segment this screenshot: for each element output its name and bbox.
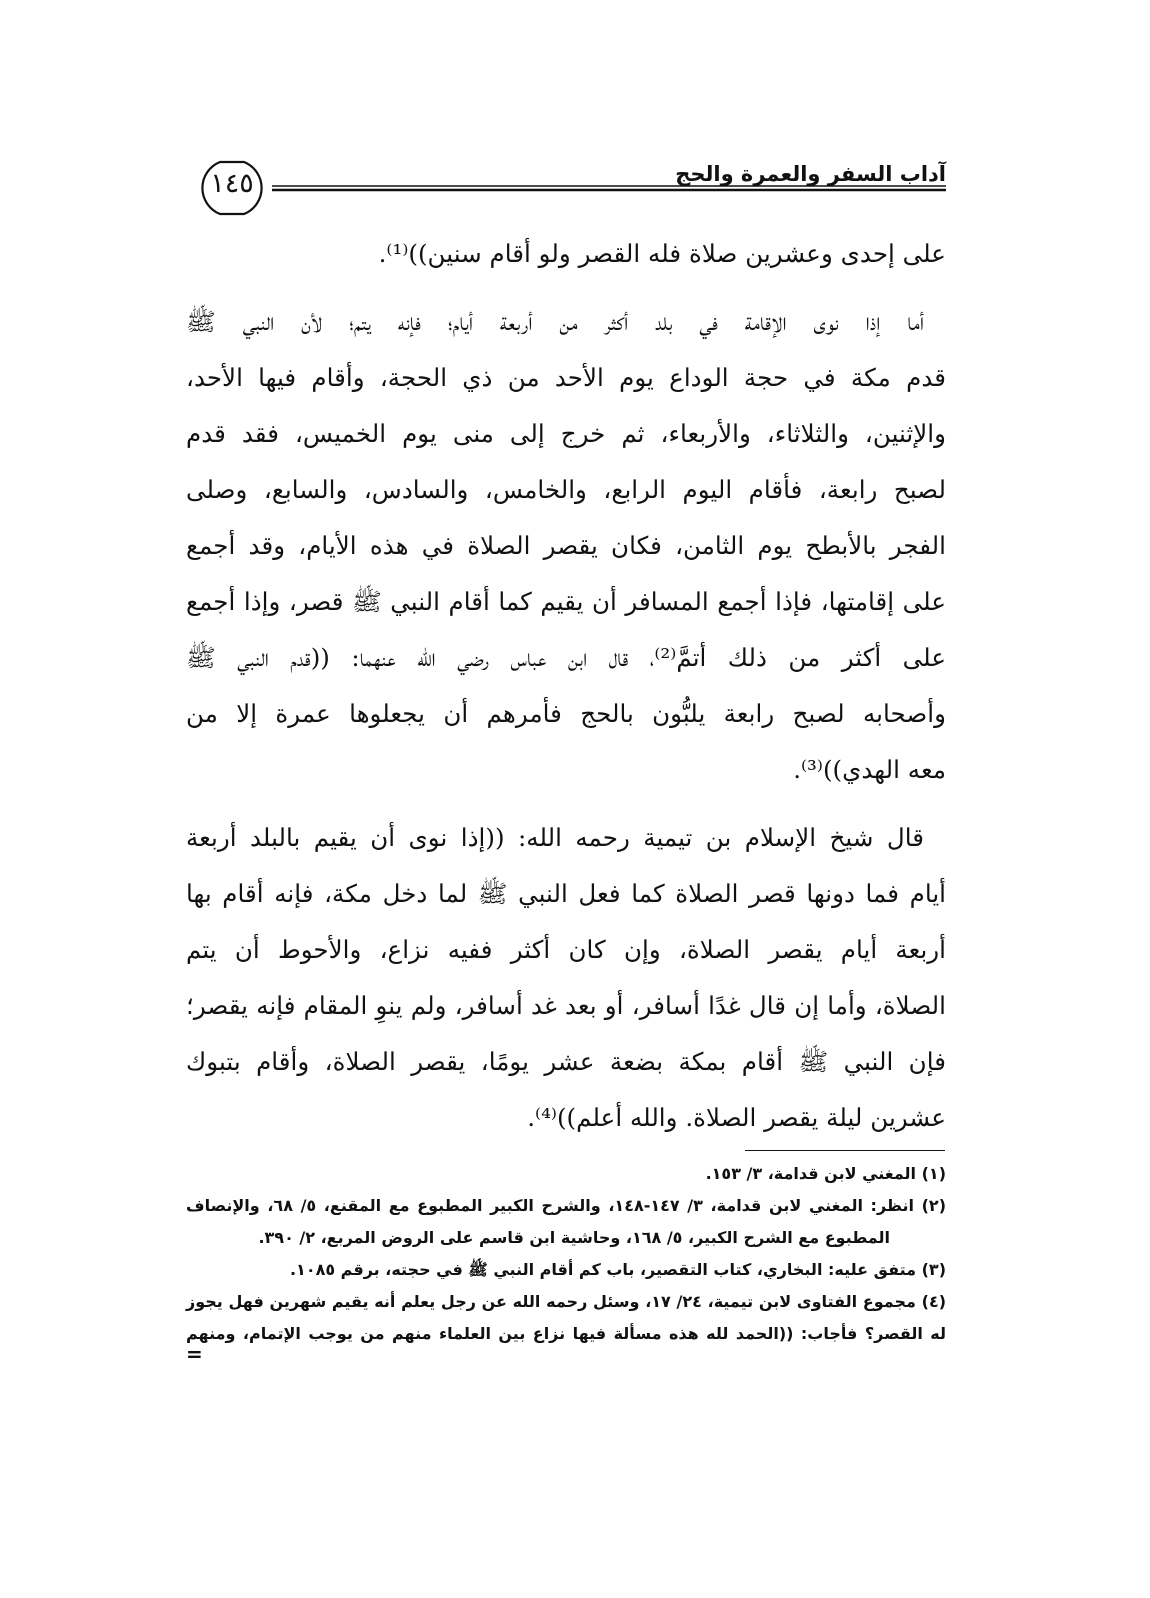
text-line: قدم مكة في حجة الوداع يوم الأحد من ذي الحجة، وأقام فيها الأحد، (186, 363, 946, 392)
footnote-divider (745, 1150, 945, 1151)
footnote-line: (١) المغني لابن قدامة، ٣/ ١٥٣. (705, 1164, 946, 1183)
footnote-line: (٢) انظر: المغني لابن قدامة، ٣/ ١٤٧-١٤٨، والشرح الكبير المطبوع مع المقنع، ٥/ ٦٨، والإنصاف (186, 1196, 946, 1215)
main-text (186, 226, 946, 1146)
footnote-line: (٣) متفق عليه: البخاري، كتاب التقصير، باب كم أقام النبي ﷺ في حجته، برقم ١٠٨٥. (289, 1260, 946, 1279)
text-line: على إقامتها، فإذا أجمع المسافر أن يقيم كما أقام النبي ﷺ قصر، وإذا أجمع (186, 587, 946, 616)
text-line: على إحدى وعشرين صلاة فله القصر ولو أقام سنين))⁽¹⁾. (378, 239, 946, 268)
text-line: أما إذا نوى الإقامة في بلد أكثر من أربعة أيام؛ فإنه يتم؛ لأن النبي ﷺ (186, 307, 924, 336)
text-line: قال شيخ الإسلام بن تيمية رحمه الله: ((إذا نوى أن يقيم بالبلد أربعة (186, 823, 924, 852)
footnote-line: المطبوع مع الشرح الكبير، ٥/ ١٦٨، وحاشية ابن قاسم على الروض المربع، ٢/ ٣٩٠. (258, 1228, 890, 1247)
text-line: لصبح رابعة، فأقام اليوم الرابع، والخامس، والسادس، والسابع، وصلى (186, 475, 946, 504)
book-title: آداب السفر والعمرة والحج (675, 162, 946, 186)
text-line: الفجر بالأبطح يوم الثامن، فكان يقصر الصلاة في هذه الأيام، وقد أجمع (186, 531, 946, 560)
text-line: معه الهدي))⁽³⁾. (793, 755, 946, 784)
page-header (186, 156, 946, 216)
text-line: على أكثر من ذلك أتمَّ⁽²⁾، قال ابن عباس رضي الله عنهما: ((قدم النبي ﷺ (186, 643, 947, 672)
text-line: أيام فما دونها قصر الصلاة كما فعل النبي ﷺ لما دخل مكة، فإنه أقام بها (186, 879, 946, 908)
text-line: فإن النبي ﷺ أقام بمكة بضعة عشر يومًا، يقصر الصلاة، وأقام بتبوك (186, 1047, 946, 1076)
footnote-line: (٤) مجموع الفتاوى لابن تيمية، ٢٤/ ١٧، وسئل رحمه الله عن رجل يعلم أنه يقيم شهرين فهل يجوز (186, 1292, 947, 1311)
text-line: عشرين ليلة يقصر الصلاة. والله أعلم))⁽⁴⁾. (527, 1103, 946, 1132)
continuation-mark: = (186, 1342, 203, 1366)
page-number: ١٤٥ (210, 168, 254, 199)
text-line: الصلاة، وأما إن قال غدًا أسافر، أو بعد غد أسافر، ولم ينوِ المقام فإنه يقصر؛ (186, 991, 946, 1020)
text-line: والإثنين، والثلاثاء، والأربعاء، ثم خرج إلى منى يوم الخميس، فقد قدم (186, 419, 946, 448)
text-line: أربعة أيام يقصر الصلاة، وإن كان أكثر ففيه نزاع، والأحوط أن يتم (186, 935, 946, 964)
text-line: وأصحابه لصبح رابعة يلبُّون بالحج فأمرهم أن يجعلوها عمرة إلا من (186, 699, 946, 728)
footnotes (186, 1158, 946, 1350)
footnote-line: له القصر؟ فأجاب: ((الحمد لله هذه مسألة فيها نزاع بين العلماء منهم من يوجب الإتمام، ومنهم (186, 1324, 946, 1343)
